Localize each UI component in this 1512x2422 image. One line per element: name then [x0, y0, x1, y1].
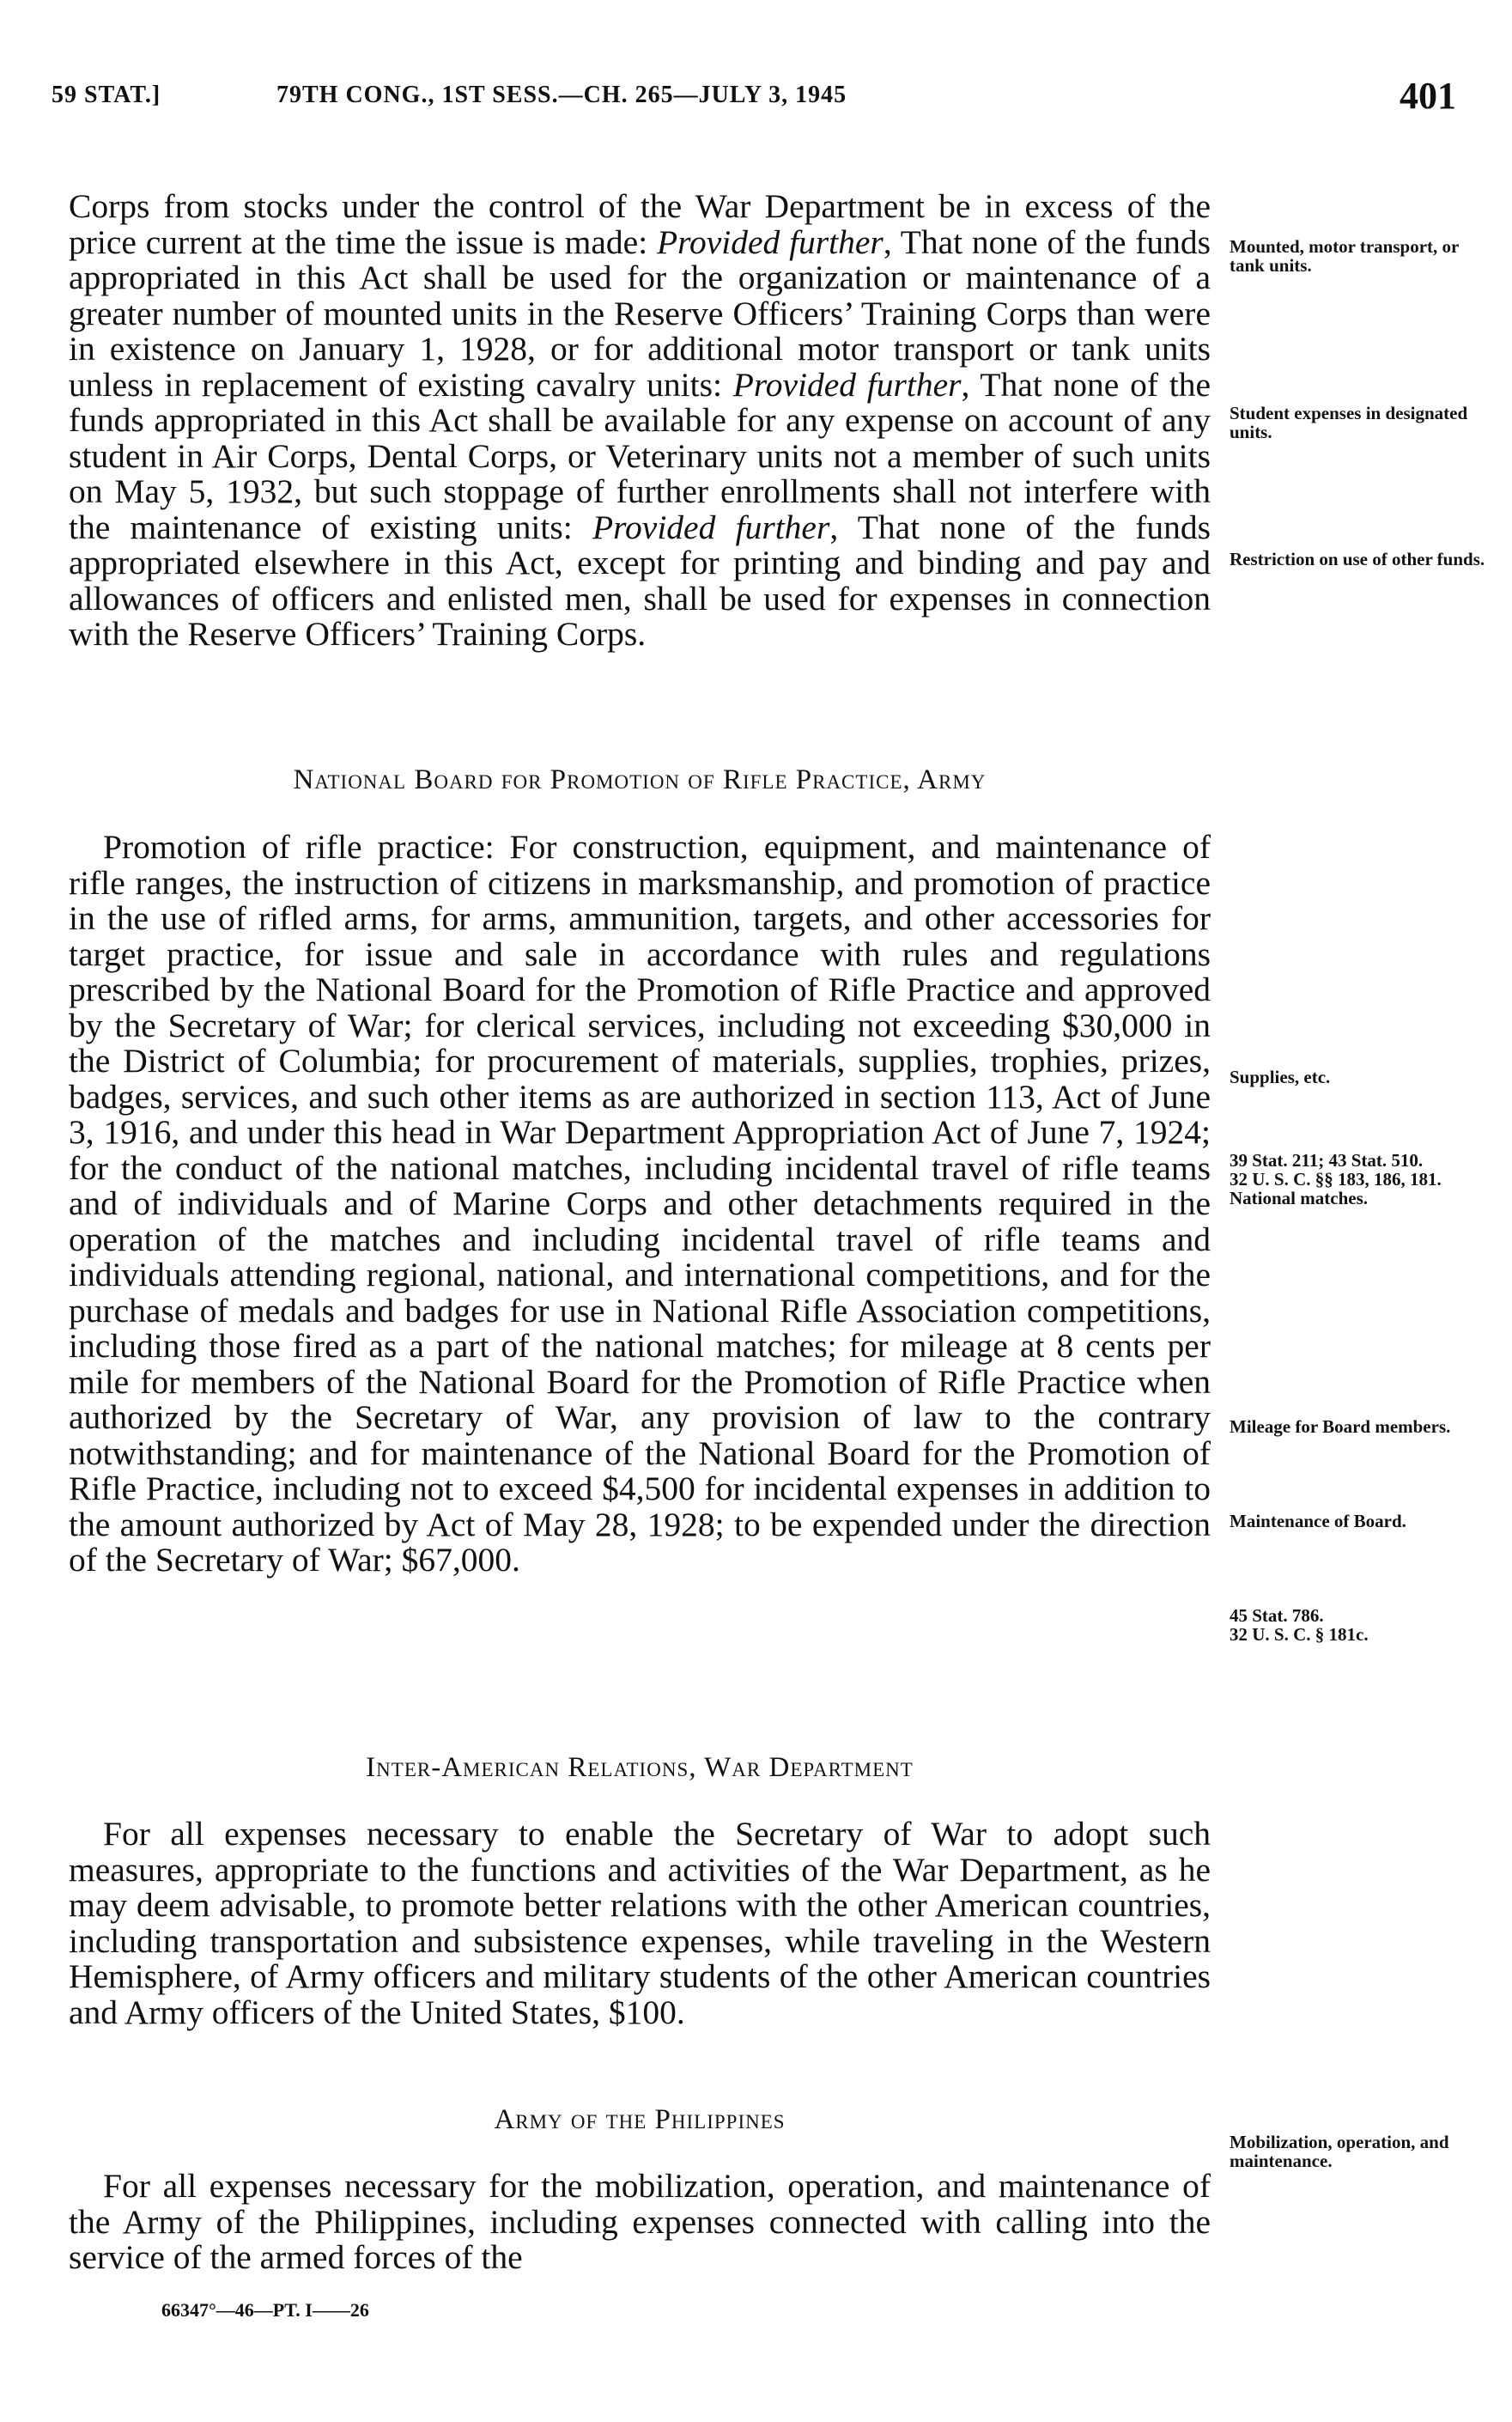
margin-note-citation-1: 39 Stat. 211; 43 Stat. 510. 32 U. S. C. §§ 183, 186, 181. National matches. [1230, 1151, 1487, 1208]
proviso-phrase: Provided further [592, 508, 830, 546]
continuation-run: , That none of the funds appropriated elsewhere in this Act, except for printing and binding and pay and allowances of officers and enlisted men, shall be used for expenses in connection with the Reserve Officers’ Training Corps. [69, 508, 1211, 653]
section-heading-philippines: Army of the Philippines [494, 2104, 786, 2135]
proviso-phrase: Provided further [732, 365, 962, 404]
margin-note-citation-2: 45 Stat. 786. 32 U. S. C. § 181c. [1230, 1605, 1369, 1645]
margin-note-mounted-units: Mounted, motor transport, or tank units. [1230, 236, 1459, 276]
continuation-run: , That none of the funds appropriated in this Act shall be used for the organization or maintenance of a greater number of mounted units in the Reserve Officers’ Training Corps than were in existence on January 1, 1928, or for additional motor transport or tank units unless in replacement of existing cavalry units: [69, 222, 1211, 404]
section-heading-inter-american: Inter-American Relations, War Department [366, 1752, 914, 1783]
continuation-run: , That none of the funds appropriated in this Act shall be available for any expense on account of any student in Air Corps, Dental Corps, or Veterinary units not a member of such units on May 5, 1932, but such stoppage of further enrollments shall not interfere with the maintenance of existing units: [69, 365, 1211, 546]
running-head-volume: 59 STAT.] [52, 82, 161, 108]
printer-footer: 66347°—46—PT. I——26 [161, 2299, 369, 2321]
margin-note-restriction: Restriction on use of other funds. [1230, 549, 1485, 569]
rifle-practice-text: Promotion of rifle practice: For construction, equipment, and maintenance of rifle ranges, the instruction of citizens in marksmanship, and promotion of practice in the use of rifled arms, for arms, ammunition, targets, and other accessories for target practice, for issue and sale in accordance with rules and regulations prescribed by the National Board for the Promotion of Rifle Practice and approved by the Secretary of War; for clerical services, including not exceeding $30,000 in the District of Columbia; for procurement of materials, supplies, trophies, prizes, badges, services, and such other items as are authorized in section 113, Act of June 3, 1916, and under this head in War Department Appropriation Act of June 7, 1924; for the conduct of the national matches, including incidental travel of rifle teams and of individuals and of Marine Corps and other detachments required in the operation of the matches and including incidental travel of rifle teams and individuals attending regional, national, and international competitions, and for the purchase of medals and badges for use in National Rifle Association competitions, including those fired as a part of the national matches; for mileage at 8 cents per mile for members of the National Board for the Promotion of Rifle Practice when authorized by the Secretary of War, any provision of law to the contrary notwithstanding; and for maintenance of the National Board for the Promotion of Rifle Practice, including not to exceed $4,500 for incidental expenses in addition to the amount authorized by Act of May 28, 1928; to be expended under the direction of the Secretary of War; $67,000. [69, 828, 1211, 1579]
margin-note-mobilization: Mobilization, operation, and maintenance. [1230, 2132, 1449, 2171]
page-number: 401 [1400, 75, 1456, 117]
margin-note-maintenance: Maintenance of Board. [1230, 1511, 1406, 1531]
philippines-text: For all expenses necessary for the mobilization, operation, and maintenance of the Army of the Philippines, including expenses connected with calling into the service of the armed forces of the [69, 2167, 1211, 2276]
continuation-paragraph [69, 189, 1211, 653]
continuation-text [69, 189, 1211, 653]
rifle-practice-paragraph [69, 830, 1211, 1579]
inter-american-text: For all expenses necessary to enable the Secretary of War to adopt such measures, appropriate to the functions and activities of the War Department, as he may deem advisable, to promote better relations with the other American countries, including transportation and subsistence expenses, while traveling in the Western Hemisphere, of Army officers and military students of the other American countries and Army officers of the United States, $100. [69, 1815, 1211, 2031]
margin-note-mileage: Mileage for Board members. [1230, 1416, 1451, 1437]
inter-american-paragraph [69, 1816, 1211, 2030]
margin-note-supplies: Supplies, etc. [1230, 1067, 1331, 1087]
continuation-run: Corps from stocks under the control of the War Department be in excess of the price current at the time the issue is made: [69, 187, 1211, 261]
section-heading-rifle-practice: National Board for Promotion of Rifle Practice, Army [293, 764, 987, 795]
running-head-session: 79TH CONG., 1ST SESS.—CH. 265—JULY 3, 1945 [276, 82, 847, 108]
philippines-paragraph [69, 2169, 1211, 2276]
proviso-phrase: Provided further [656, 222, 884, 261]
margin-note-national-matches: National matches. [1230, 1188, 1368, 1208]
margin-note-student-expenses: Student expenses in designated units. [1230, 403, 1468, 442]
